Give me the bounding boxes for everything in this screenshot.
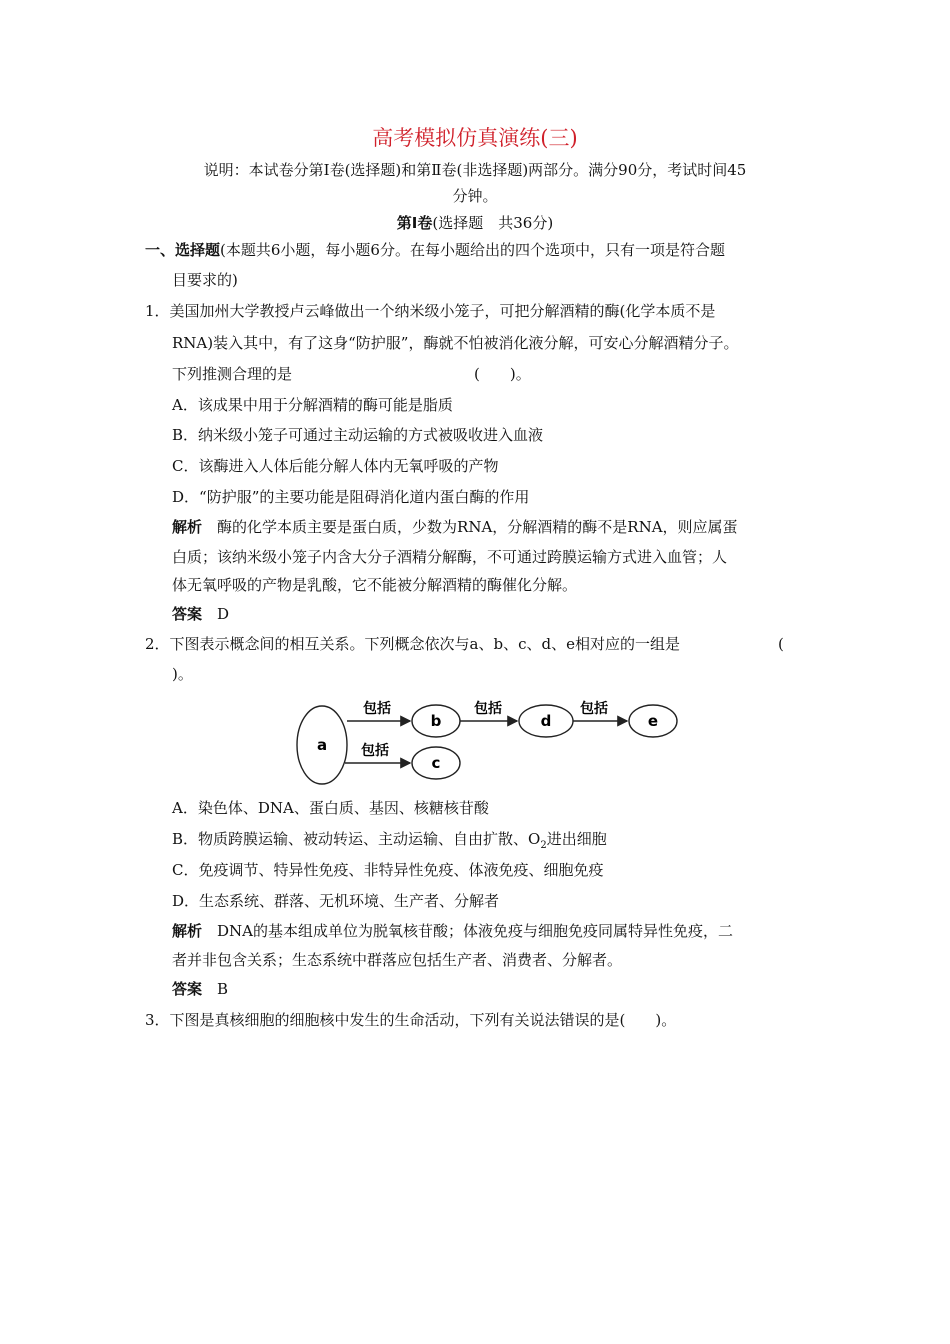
edge-label-a-c: 包括 — [361, 743, 389, 759]
q2-analysis-text-1: DNA的基本组成单位为脱氧核苷酸；体液免疫与细胞免疫同属特异性免疫，二 — [217, 922, 734, 940]
node-b-label: b — [430, 712, 442, 730]
q2-analysis-line-1 — [172, 921, 733, 941]
q1-answer-paren: ( )。 — [474, 365, 531, 383]
q1-analysis-line-3: 体无氧呼吸的产物是乳酸，它不能被分解酒精的酶催化分解。 — [172, 576, 578, 594]
q1-analysis-line-1 — [172, 517, 738, 537]
note-line-2: 分钟。 — [452, 187, 498, 205]
edge-label-b-d: 包括 — [474, 701, 502, 717]
q1-option-b: B．纳米级小笼子可通过主动运输的方式被吸收进入血液 — [172, 426, 544, 444]
node-e-label: e — [647, 712, 659, 730]
part1-heading — [145, 240, 725, 260]
note-line-1: 说明：本试卷分第Ⅰ卷(选择题)和第Ⅱ卷(非选择题)两部分。满分90分，考试时间45 — [203, 161, 747, 179]
q1-answer-label: 答案 — [172, 605, 203, 623]
q3-stem-line-1: 3．下图是真核细胞的细胞核中发生的生命活动，下列有关说法错误的是( )。 — [145, 1011, 677, 1029]
node-d-label: d — [540, 712, 552, 730]
node-c-label: c — [431, 754, 441, 772]
node-a-label: a — [316, 736, 328, 754]
q2-paren-open: ( — [778, 635, 784, 653]
part1-desc-1: (本题共6小题，每小题6分。在每小题给出的四个选项中，只有一项是符合题 — [220, 241, 725, 259]
edge-label-a-b: 包括 — [363, 701, 391, 717]
edge-label-d-e: 包括 — [580, 701, 608, 717]
q2-answer-label: 答案 — [172, 980, 203, 998]
q1-analysis-line-2: 白质；该纳米级小笼子内含大分子酒精分解酶，不可通过跨膜运输方式进入血管；人 — [172, 548, 728, 566]
q2-option-b-text: B．物质跨膜运输、被动转运、主动运输、自由扩散、O — [172, 830, 541, 848]
q1-analysis-label: 解析 — [172, 518, 203, 536]
q1-option-d: D．“防护服”的主要功能是阻碍消化道内蛋白酶的作用 — [172, 488, 530, 506]
q2-option-b-tail: 进出细胞 — [546, 830, 607, 848]
section-heading-bold: 第Ⅰ卷 — [396, 214, 433, 232]
q1-option-c: C．该酶进入人体后能分解人体内无氧呼吸的产物 — [172, 457, 499, 475]
q1-stem-line-3: 下列推测合理的是 — [172, 365, 293, 383]
page-title: 高考模拟仿真演练(三) — [372, 126, 578, 150]
section-heading-rest: (选择题 共36分) — [432, 214, 554, 232]
q1-analysis-text-1: 酶的化学本质主要是蛋白质，少数为RNA，分解酒精的酶不是RNA，则应属蛋 — [217, 518, 738, 536]
q2-analysis-line-2: 者并非包含关系；生态系统中群落应包括生产者、消费者、分解者。 — [172, 951, 623, 969]
q2-option-b — [172, 829, 607, 856]
q2-stem-line-2: )。 — [172, 665, 193, 683]
q2-answer-value: B — [217, 980, 229, 998]
q1-stem-line-2: RNA)装入其中，有了这身“防护服”，酶就不怕被消化液分解，可安心分解酒精分子。 — [172, 334, 739, 352]
section-heading — [0, 213, 950, 233]
q2-option-d: D．生态系统、群落、无机环境、生产者、分解者 — [172, 892, 500, 910]
q2-analysis-label: 解析 — [172, 922, 203, 940]
q1-option-a: A．该成果中用于分解酒精的酶可能是脂质 — [172, 396, 453, 414]
q1-stem-line-1: 1．美国加州大学教授卢云峰做出一个纳米级小笼子，可把分解酒精的酶(化学本质不是 — [145, 302, 716, 320]
q2-stem-line-1: 2．下图表示概念间的相互关系。下列概念依次与a、b、c、d、e相对应的一组是 — [145, 635, 680, 653]
q2-option-b-subscript: 2 — [540, 840, 547, 851]
part1-desc-2: 目要求的) — [172, 271, 238, 289]
q1-answer — [172, 604, 229, 624]
q2-answer — [172, 979, 228, 999]
concept-diagram — [295, 695, 685, 787]
q2-option-a: A．染色体、DNA、蛋白质、基因、核糖核苷酸 — [172, 799, 489, 817]
q2-option-c: C．免疫调节、特异性免疫、非特异性免疫、体液免疫、细胞免疫 — [172, 861, 604, 879]
part1-label: 一、选择题 — [145, 241, 221, 259]
q1-answer-value: D — [217, 605, 230, 623]
